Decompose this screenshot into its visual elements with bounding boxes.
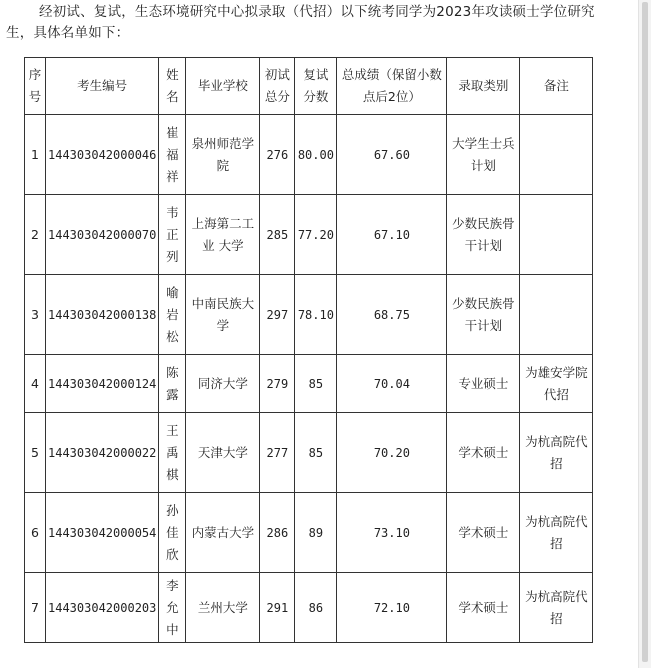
cell-remark: 为雄安学院代招 (520, 355, 593, 413)
cell-category: 少数民族骨干计划 (447, 275, 520, 355)
cell-total-score: 68.75 (337, 275, 447, 355)
table-row (25, 195, 593, 275)
cell-remark (520, 115, 593, 195)
cell-seq: 6 (25, 493, 46, 573)
cell-retest-score: 78.10 (295, 275, 337, 355)
cell-exam-no: 144303042000054 (46, 493, 159, 573)
cell-seq: 7 (25, 573, 46, 643)
cell-total-score: 72.10 (337, 573, 447, 643)
cell-category: 少数民族骨干计划 (447, 195, 520, 275)
cell-exam-no: 144303042000022 (46, 413, 159, 493)
table-row (25, 493, 593, 573)
cell-retest-score: 77.20 (295, 195, 337, 275)
cell-initial-score: 297 (260, 275, 295, 355)
cell-retest-score: 80.00 (295, 115, 337, 195)
cell-remark (520, 195, 593, 275)
vertical-scrollbar[interactable] (638, 0, 651, 668)
header-total-score: 总成绩（保留小数点后2位） (337, 58, 447, 115)
table-row (25, 355, 593, 413)
cell-exam-no: 144303042000070 (46, 195, 159, 275)
table-header-row (25, 58, 593, 115)
cell-initial-score: 291 (260, 573, 295, 643)
cell-exam-no: 144303042000046 (46, 115, 159, 195)
cell-name: 韦正列 (159, 195, 186, 275)
cell-category: 学术硕士 (447, 493, 520, 573)
table-row (25, 275, 593, 355)
cell-school: 内蒙古大学 (186, 493, 260, 573)
cell-name: 陈露 (159, 355, 186, 413)
cell-exam-no: 144303042000203 (46, 573, 159, 643)
cell-seq: 3 (25, 275, 46, 355)
cell-name: 孙佳欣 (159, 493, 186, 573)
cell-category: 学术硕士 (447, 413, 520, 493)
cell-category: 专业硕士 (447, 355, 520, 413)
cell-initial-score: 286 (260, 493, 295, 573)
cell-school: 同济大学 (186, 355, 260, 413)
cell-initial-score: 285 (260, 195, 295, 275)
cell-school: 中南民族大学 (186, 275, 260, 355)
header-exam-no: 考生编号 (46, 58, 159, 115)
header-school: 毕业学校 (186, 58, 260, 115)
header-retest-score: 复试分数 (295, 58, 337, 115)
scrollbar-thumb[interactable] (642, 2, 648, 662)
cell-total-score: 73.10 (337, 493, 447, 573)
cell-remark: 为杭高院代招 (520, 493, 593, 573)
cell-initial-score: 279 (260, 355, 295, 413)
cell-name: 李允中 (159, 573, 186, 643)
cell-seq: 1 (25, 115, 46, 195)
cell-category: 大学生士兵计划 (447, 115, 520, 195)
cell-retest-score: 89 (295, 493, 337, 573)
cell-retest-score: 86 (295, 573, 337, 643)
cell-seq: 2 (25, 195, 46, 275)
header-seq: 序号 (25, 58, 46, 115)
cell-exam-no: 144303042000124 (46, 355, 159, 413)
intro-paragraph: 经初试、复试，生态环境研究中心拟录取（代招）以下统考同学为2023年攻读硕士学位研究生，具体名单如下： (6, 4, 595, 41)
cell-seq: 4 (25, 355, 46, 413)
table-row (25, 413, 593, 493)
header-name: 姓名 (159, 58, 186, 115)
cell-retest-score: 85 (295, 413, 337, 493)
cell-school: 兰州大学 (186, 573, 260, 643)
cell-name: 崔福祥 (159, 115, 186, 195)
cell-school: 泉州师范学院 (186, 115, 260, 195)
cell-school: 上海第二工业 大学 (186, 195, 260, 275)
cell-category: 学术硕士 (447, 573, 520, 643)
header-remark: 备注 (520, 58, 593, 115)
cell-remark (520, 275, 593, 355)
cell-total-score: 70.20 (337, 413, 447, 493)
cell-remark: 为杭高院代招 (520, 573, 593, 643)
cell-seq: 5 (25, 413, 46, 493)
header-category: 录取类别 (447, 58, 520, 115)
header-initial-score: 初试总分 (260, 58, 295, 115)
cell-total-score: 67.10 (337, 195, 447, 275)
cell-name: 王禹棋 (159, 413, 186, 493)
cell-initial-score: 276 (260, 115, 295, 195)
cell-total-score: 70.04 (337, 355, 447, 413)
cell-total-score: 67.60 (337, 115, 447, 195)
cell-school: 天津大学 (186, 413, 260, 493)
table-row (25, 573, 593, 643)
cell-initial-score: 277 (260, 413, 295, 493)
admission-table (24, 57, 593, 643)
cell-retest-score: 85 (295, 355, 337, 413)
cell-exam-no: 144303042000138 (46, 275, 159, 355)
table-row (25, 115, 593, 195)
cell-name: 喻岩松 (159, 275, 186, 355)
cell-remark: 为杭高院代招 (520, 413, 593, 493)
